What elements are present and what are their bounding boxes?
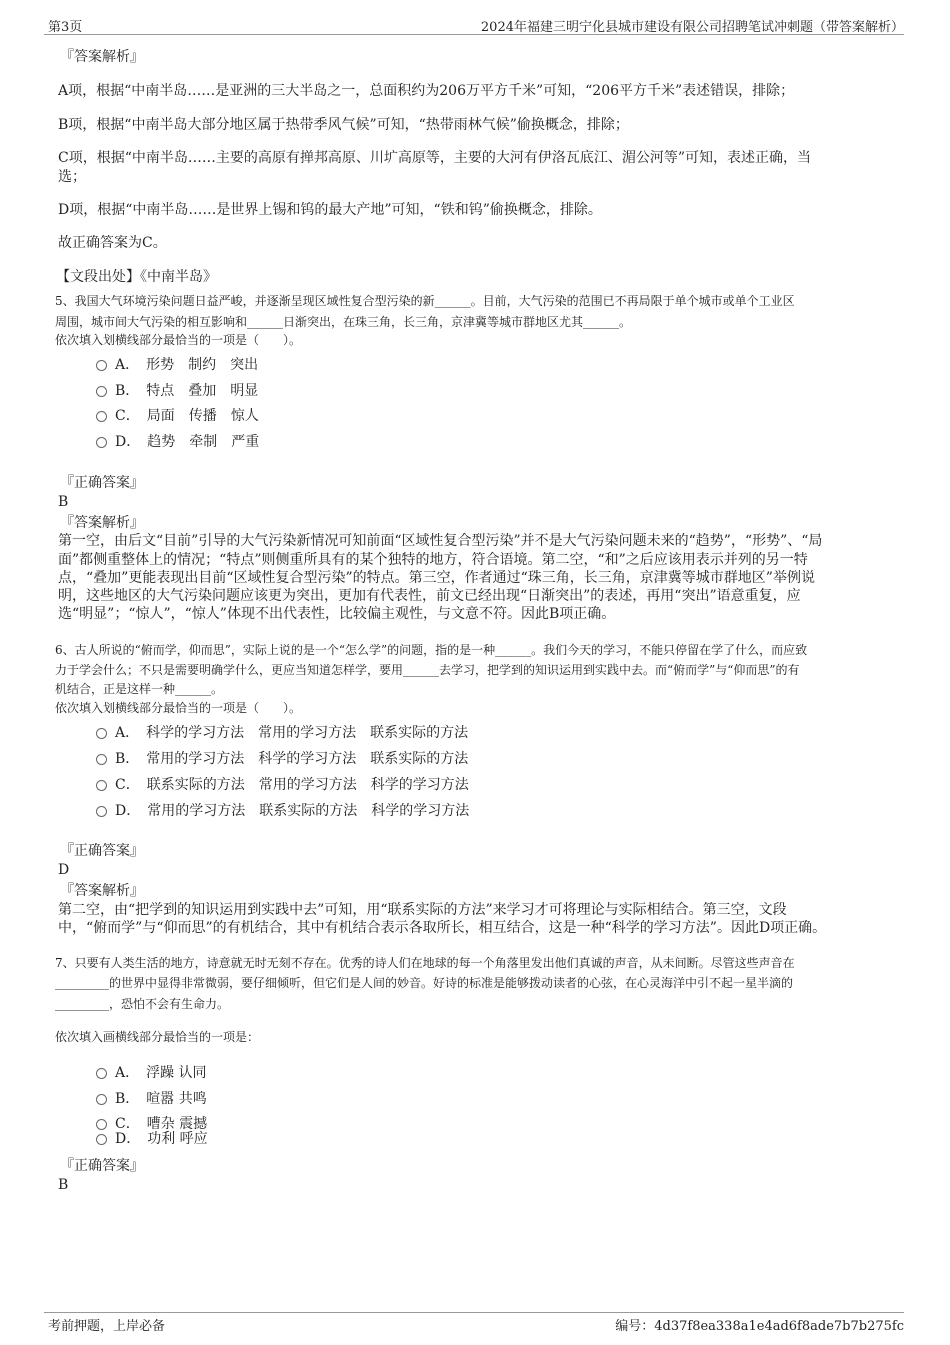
radio-icon[interactable] [96,437,107,448]
analysis-label: 『答案解析』 [60,49,144,65]
q5-analysis-line2: 面”都侧重整体上的情况；“特点”则侧重所具有的某个独特的地方，符合语境。第二空，“和”之后应该用表示并列的另一特 [58,552,808,568]
q6-option-a[interactable]: A． 科学的学习方法 常用的学习方法 联系实际的方法 [96,724,468,742]
q6-answer: D [58,862,70,878]
q7-stem-line3: _________，恐怕不会有生命力。 [55,997,230,1011]
q7-option-d[interactable]: D． 功利 呼应 [96,1130,208,1148]
q7-option-a[interactable]: A． 浮躁 认同 [96,1064,207,1082]
q5-analysis-line3: 点，“叠加”更能表现出目前“区域性复合型污染”的特点。第三空，作者通过“珠三角，长三角，京津冀等城市群地区”举例说 [58,570,815,586]
q5-stem-line1: 5、我国大气环境污染问题日益严峻，并逐渐呈现区域性复合型污染的新______。目前，大气污染的范围已不再局限于单个城市或单个工业区 [55,294,795,308]
document-code: 编号：4d37f8ea338a1e4ad6f8ade7b7b275fc [615,1319,904,1334]
q6-stem-line2: 力于学会什么；不只是需要明确学什么，更应当知道怎样学，要用______去学习，把学到的知识运用到实践中去。而“俯而学”与“仰而思”的有 [55,663,800,677]
q6-analysis-line2: 中，“俯而学”与“仰而思”的有机结合，其中有机结合表示各取所长，相互结合，这是一种“科学的学习方法”。因此D项正确。 [58,920,827,936]
q5-analysis-line1: 第一空，由后文“目前”引导的大气污染新情况可知前面“区域性复合型污染”并不是大气污染问题未来的“趋势”，“形势”、“局 [58,533,823,549]
q7-stem-line1: 7、只要有人类生活的地方，诗意就无时无刻不存在。优秀的诗人们在地球的每一个角落里发出他们真诚的声音，从未间断。尽管这些声音在 [55,956,795,970]
q5-stem-line2: 周围，城市间大气污染的相互影响和______日渐突出，在珠三角，长三角，京津冀等城市群地区尤其______。 [55,315,632,329]
q7-option-c[interactable]: C． 嘈杂 震撼 [96,1115,207,1133]
q5-analysis-line5: 选“明显”；“惊人”，“惊人”体现不出代表性，比较偏主观性，与文意不符。因此B项正确。 [58,606,616,622]
q7-answer-label: 『正确答案』 [60,1158,144,1174]
q5-answer-label: 『正确答案』 [60,475,144,491]
q6-analysis-label: 『答案解析』 [60,883,144,899]
document-title: 2024年福建三明宁化县城市建设有限公司招聘笔试冲刺题（带答案解析） [480,20,904,35]
radio-icon[interactable] [96,1094,107,1105]
conclusion: 故正确答案为C。 [58,235,167,251]
page-footer [44,1312,904,1334]
page-number: 第3页 [48,20,83,35]
radio-icon[interactable] [96,1134,107,1145]
q5-option-d[interactable]: D． 趋势 牵制 严重 [96,433,259,451]
q5-option-b[interactable]: B． 特点 叠加 明显 [96,382,258,400]
radio-icon[interactable] [96,360,107,371]
footer-slogan: 考前押题，上岸必备 [48,1319,166,1334]
q7-answer: B [58,1177,69,1193]
q5-answer: B [58,494,69,510]
q5-option-c[interactable]: C． 局面 传播 惊人 [96,407,259,425]
analysis-d: D项，根据“中南半岛……是世界上锡和钨的最大产地”可知，“铁和钨”偷换概念，排除。 [58,202,602,218]
radio-icon[interactable] [96,1119,107,1130]
radio-icon[interactable] [96,754,107,765]
q5-analysis-label: 『答案解析』 [60,515,144,531]
analysis-a: A项，根据“中南半岛……是亚洲的三大半岛之一，总面积约为206万平方千米”可知，“206平方千米”表述错误，排除； [58,83,795,99]
q6-option-c[interactable]: C． 联系实际的方法 常用的学习方法 科学的学习方法 [96,776,469,794]
q6-analysis-line1: 第二空，由“把学到的知识运用到实践中去”可知，用“联系实际的方法”来学习才可将理论与实际相结合。第三空，文段 [58,902,787,918]
q6-option-d[interactable]: D． 常用的学习方法 联系实际的方法 科学的学习方法 [96,802,469,820]
q7-stem-line2: _________的世界中显得非常微弱，要仔细倾听，但它们是人间的妙音。好诗的标准是能够拨动读者的心弦，在心灵海洋中引不起一星半滴的 [55,976,794,990]
q6-prompt: 依次填入划横线部分最恰当的一项是（ ）。 [55,701,302,715]
radio-icon[interactable] [96,780,107,791]
q7-prompt: 依次填入画横线部分最恰当的一项是： [55,1030,260,1044]
radio-icon[interactable] [96,806,107,817]
radio-icon[interactable] [96,728,107,739]
q6-stem-line3: 机结合，正是这样一种______。 [55,682,224,696]
q6-stem-line1: 6、古人所说的“俯而学，仰而思”，实际上说的是一个“怎么学”的问题，指的是一种______。我们今天的学习，不能只停留在学了什么，而应致 [55,643,808,657]
q5-option-a[interactable]: A． 形势 制约 突出 [96,356,258,374]
q6-answer-label: 『正确答案』 [60,843,144,859]
analysis-c-line1: C项，根据“中南半岛……主要的高原有掸邦高原、川圹高原等，主要的大河有伊洛瓦底江、湄公河等”可知，表述正确，当 [58,150,812,166]
q7-option-b[interactable]: B． 喧嚣 共鸣 [96,1090,207,1108]
page-header [44,14,904,35]
radio-icon[interactable] [96,1068,107,1079]
analysis-c-line2: 选； [58,169,86,185]
source: 【文段出处】《中南半岛》 [56,269,217,285]
analysis-b: B项，根据“中南半岛大部分地区属于热带季风气候”可知，“热带雨林气候”偷换概念，排除； [58,117,629,133]
q5-analysis-line4: 明，这些地区的大气污染问题应该更为突出，更加有代表性，前文已经出现“日渐突出”的表述，再用“突出”语意重复，应 [58,588,801,604]
radio-icon[interactable] [96,386,107,397]
radio-icon[interactable] [96,411,107,422]
q6-option-b[interactable]: B． 常用的学习方法 科学的学习方法 联系实际的方法 [96,750,468,768]
q5-prompt: 依次填入划横线部分最恰当的一项是（ ）。 [55,333,302,347]
